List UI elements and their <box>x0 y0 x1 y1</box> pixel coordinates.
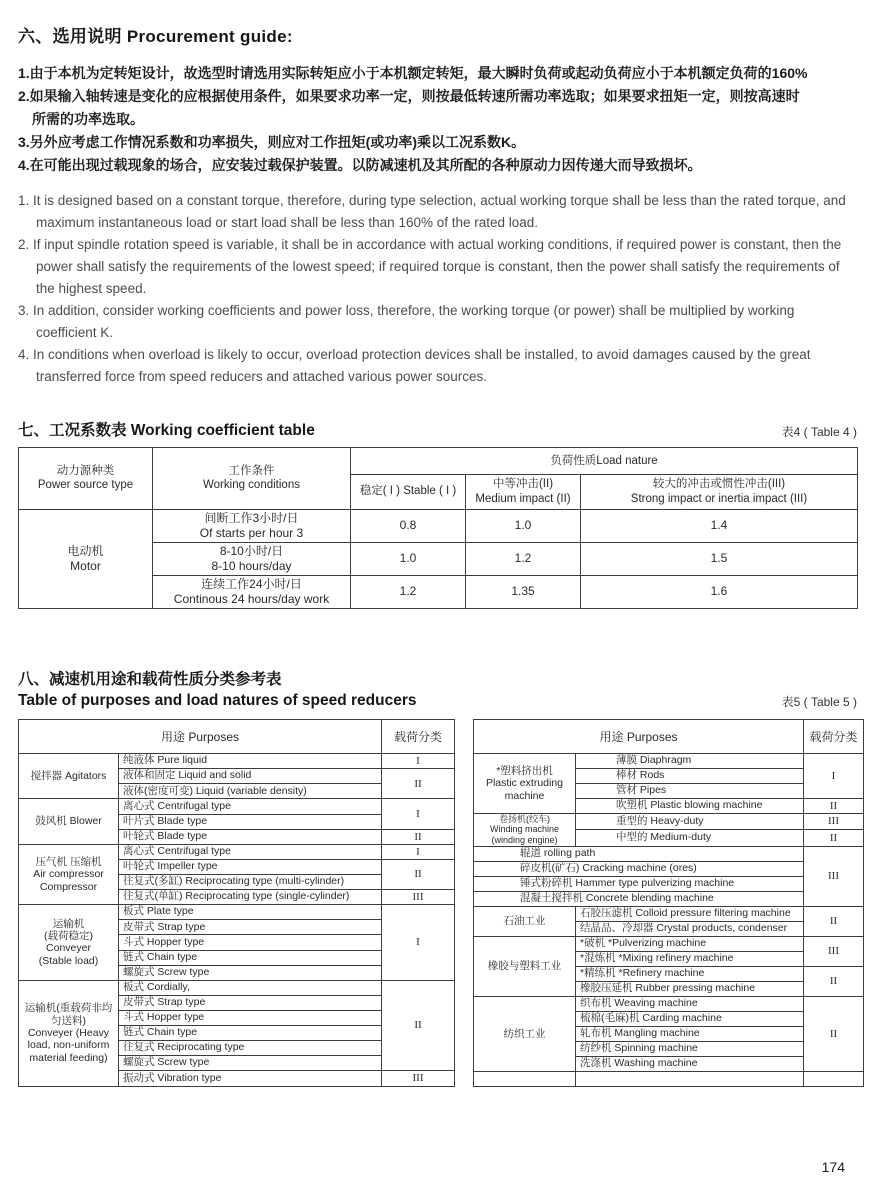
table4-label: 表4 ( Table 4 ) <box>781 425 857 439</box>
table-row <box>474 813 864 829</box>
table-row <box>474 906 864 921</box>
table-cell: II <box>804 966 864 996</box>
table-cell: 8-10小时/日 8-10 hours/day <box>153 542 351 575</box>
table-cell: 织布机 Weaving machine <box>576 996 804 1011</box>
table-cell: 洗涤机 Washing machine <box>576 1056 804 1071</box>
table-row <box>474 846 864 861</box>
table-row <box>19 844 455 859</box>
table-row <box>474 1071 864 1086</box>
table-cell: II <box>382 829 455 844</box>
table-cell: 链式 Chain type <box>119 1026 382 1041</box>
column-header: 动力源种类 Power source type <box>19 448 153 510</box>
table-cell: III <box>804 936 864 966</box>
table-cell: 碎皮机(矿石) Cracking machine (ores) <box>474 861 804 876</box>
column-header: 载荷分类 <box>382 719 455 753</box>
table-cell: III <box>382 1071 455 1086</box>
table-cell: 1.0 <box>466 509 581 542</box>
procurement-note-en: 1. It is designed based on a constant torque, therefore, during type selection, actual working torque shall be less than the rated torque, and maximum instantaneous load or start load shall be less than 160% of the rated load. <box>18 193 846 230</box>
table-row <box>19 799 455 814</box>
table-cell <box>576 1071 804 1086</box>
table-cell: *塑料挤出机 Plastic extruding machine <box>474 753 576 813</box>
table-cell: 1.35 <box>466 575 581 608</box>
table-cell: 橡胶压延机 Rubber pressing machine <box>576 981 804 996</box>
table-cell: II <box>804 830 864 846</box>
purposes-table-right <box>473 719 864 1087</box>
table-cell: 1.5 <box>581 542 858 575</box>
purposes-heading-zh: 八、减速机用途和载荷性质分类参考表 <box>18 670 282 688</box>
column-header: 工作条件 Working conditions <box>153 448 351 510</box>
table-cell: 纺织工业 <box>474 996 576 1071</box>
table-cell: 电动机 Motor <box>19 509 153 608</box>
table-cell: 1.6 <box>581 575 858 608</box>
table-row <box>474 936 864 951</box>
table-row <box>474 753 864 768</box>
table-cell: 鼓风机 Blower <box>19 799 119 844</box>
table-cell: 卷扬机(绞车) Winding machine (winding engine) <box>474 813 576 846</box>
table-cell: 叶轮式 Blade type <box>119 829 382 844</box>
table-row <box>19 980 455 995</box>
table-cell: 往复式 Reciprocating type <box>119 1041 382 1056</box>
procurement-note-zh: 4.在可能出现过载现象的场合，应安装过载保护装置。以防减速机及其所配的各种原动力因传递大而导致损坏。 <box>18 157 702 173</box>
procurement-note-en: 4. In conditions when overload is likely to occur, overload protection devices shall be installed, to avoid damages caused by the great transferred force from speed reducers and attached various power sources. <box>18 347 811 384</box>
table-cell: 连续工作24小时/日 Continous 24 hours/day work <box>153 575 351 608</box>
column-header: 负荷性质Load nature <box>351 448 858 475</box>
working-coefficient-heading: 七、工况系数表 Working coefficient table <box>18 422 315 439</box>
table-cell: 皮带式 Strap type <box>119 920 382 935</box>
table-cell: *混炼机 *Mixing refinery machine <box>576 951 804 966</box>
table-cell: 锤式粉碎机 Hammer type pulverizing machine <box>474 876 804 891</box>
table-cell: 混凝土搅拌机 Concrete blending machine <box>474 891 804 906</box>
table-cell: III <box>382 890 455 905</box>
table-cell: I <box>382 905 455 981</box>
table-cell: II <box>804 996 864 1071</box>
table-cell: 管材 Pipes <box>576 783 804 798</box>
table-cell: 1.4 <box>581 509 858 542</box>
table-cell: 纯液体 Pure liquid <box>119 754 382 769</box>
table5-label: 表5 ( Table 5 ) <box>781 694 857 709</box>
table-cell: 重型的 Heavy-duty <box>576 813 804 829</box>
table-cell: III <box>804 813 864 829</box>
purposes-header <box>18 667 857 710</box>
table-cell: 结晶品、冷却器 Crystal products, condenser <box>576 921 804 936</box>
table-row <box>474 996 864 1011</box>
table-cell: 振动式 Vibration type <box>119 1071 382 1086</box>
table-cell: II <box>382 769 455 799</box>
table-cell: 液体(密度可变) Liquid (variable density) <box>119 784 382 799</box>
table-cell: 运输机(重载荷非均匀送料) Conveyer (Heavy load, non-uniform material feeding) <box>19 980 119 1086</box>
table-cell: 叶片式 Blade type <box>119 814 382 829</box>
table-cell: 梳棉(毛麻)机 Carding machine <box>576 1011 804 1026</box>
table-cell: II <box>804 798 864 813</box>
table-cell: I <box>804 753 864 798</box>
table-cell: 往复式(多缸) Reciprocating type (multi-cylinder) <box>119 875 382 890</box>
table-cell: I <box>382 754 455 769</box>
table-cell: 螺旋式 Screw type <box>119 1056 382 1071</box>
table-cell: III <box>804 846 864 906</box>
table-cell: 1.2 <box>466 542 581 575</box>
table-cell: 中型的 Medium-duty <box>576 830 804 846</box>
procurement-notes-zh <box>18 62 857 177</box>
table-cell: 压气机 压缩机 Air compressor Compressor <box>19 844 119 904</box>
table-cell: 吹塑机 Plastic blowing machine <box>576 798 804 813</box>
table-cell: 离心式 Centrifugal type <box>119 844 382 859</box>
table-cell: 辊道 rolling path <box>474 846 804 861</box>
table-cell: 叶轮式 Impeller type <box>119 859 382 874</box>
table-cell: 螺旋式 Screw type <box>119 965 382 980</box>
table-cell: II <box>382 859 455 889</box>
table-cell: 搅拌器 Agitators <box>19 754 119 799</box>
table-cell: 运输机 (载荷稳定) Conveyer (Stable load) <box>19 905 119 981</box>
column-header: 用途 Purposes <box>19 719 382 753</box>
table-cell: 离心式 Centrifugal type <box>119 799 382 814</box>
table-cell: 0.8 <box>351 509 466 542</box>
table-cell: 往复式(单缸) Reciprocating type (single-cylinder) <box>119 890 382 905</box>
table-cell: 液体和固定 Liquid and solid <box>119 769 382 784</box>
table-cell: 石胶压滤机 Colloid pressure filtering machine <box>576 906 804 921</box>
table-cell: 轧布机 Mangling machine <box>576 1026 804 1041</box>
procurement-note-en: 2. If input spindle rotation speed is variable, it shall be in accordance with actual working conditions, if required power is constant, then the power shall satisfy the requirements of the lowest speed; if required torque is constant, then the power shall satisfy the requirements of the highest speed. <box>18 237 842 296</box>
page-number: 174 <box>821 1159 845 1175</box>
procurement-guide-title: 六、选用说明 Procurement guide: <box>18 27 293 46</box>
table-cell: I <box>382 844 455 859</box>
working-coefficient-table <box>18 447 858 609</box>
table-cell: II <box>804 906 864 936</box>
column-header: 中等冲击(II) Medium impact (II) <box>466 475 581 510</box>
column-header: 载荷分类 <box>804 719 864 753</box>
procurement-note-zh: 3.另外应考虑工作情况系数和功率损失，则应对工作扭矩(或功率)乘以工况系数K。 <box>18 134 526 150</box>
table-cell: 棒材 Rods <box>576 768 804 783</box>
column-header: 稳定( I ) Stable ( I ) <box>351 475 466 510</box>
procurement-note-zh: 2.如果输入轴转速是变化的应根据使用条件，如果要求功率一定，则按最低转速所需功率选取；如果要求扭矩一定，则按高速时 所需的功率选取。 <box>18 88 800 127</box>
table-cell: 石油工业 <box>474 906 576 936</box>
table-cell: 1.2 <box>351 575 466 608</box>
table-cell: 橡胶与塑料工业 <box>474 936 576 996</box>
column-header: 用途 Purposes <box>474 719 804 753</box>
procurement-note-en: 3. In addition, consider working coefficients and power loss, therefore, the working torque (or power) shall be multiplied by working coefficient K. <box>18 303 795 340</box>
table-cell: 纺纱机 Spinning machine <box>576 1041 804 1056</box>
column-header: 较大的冲击或惯性冲击(III) Strong impact or inertia impact (III) <box>581 475 858 510</box>
purposes-tables <box>18 719 857 1087</box>
procurement-note-zh: 1.由于本机为定转矩设计，故选型时请选用实际转矩应小于本机额定转矩，最大瞬时负荷或起动负荷应小于本机额定负荷的160% <box>18 65 808 81</box>
table-cell: 板式 Plate type <box>119 905 382 920</box>
table-cell <box>474 1071 576 1086</box>
table-cell: 链式 Chain type <box>119 950 382 965</box>
table-cell: *破机 *Pulverizing machine <box>576 936 804 951</box>
table-cell: 间断工作3小时/日 Of starts per hour 3 <box>153 509 351 542</box>
procurement-notes-en <box>18 190 857 388</box>
table-cell: *精练机 *Refinery machine <box>576 966 804 981</box>
table-cell: II <box>382 980 455 1071</box>
table-row <box>19 509 858 542</box>
table-row <box>19 719 455 753</box>
table-row <box>474 719 864 753</box>
working-coefficient-header <box>18 418 857 440</box>
table-cell: 斗式 Hopper type <box>119 935 382 950</box>
table-cell: 薄膜 Diaphragm <box>576 753 804 768</box>
purposes-table-left <box>18 719 455 1087</box>
table-cell: I <box>382 799 455 829</box>
table-cell: 斗式 Hopper type <box>119 1010 382 1025</box>
table-row <box>19 905 455 920</box>
table-cell: 皮带式 Strap type <box>119 995 382 1010</box>
purposes-heading-en: Table of purposes and load natures of speed reducers <box>18 691 417 709</box>
table-row <box>19 448 858 475</box>
table-cell <box>804 1071 864 1086</box>
table-cell: 1.0 <box>351 542 466 575</box>
table-row <box>19 754 455 769</box>
table-cell: 板式 Cordially, <box>119 980 382 995</box>
